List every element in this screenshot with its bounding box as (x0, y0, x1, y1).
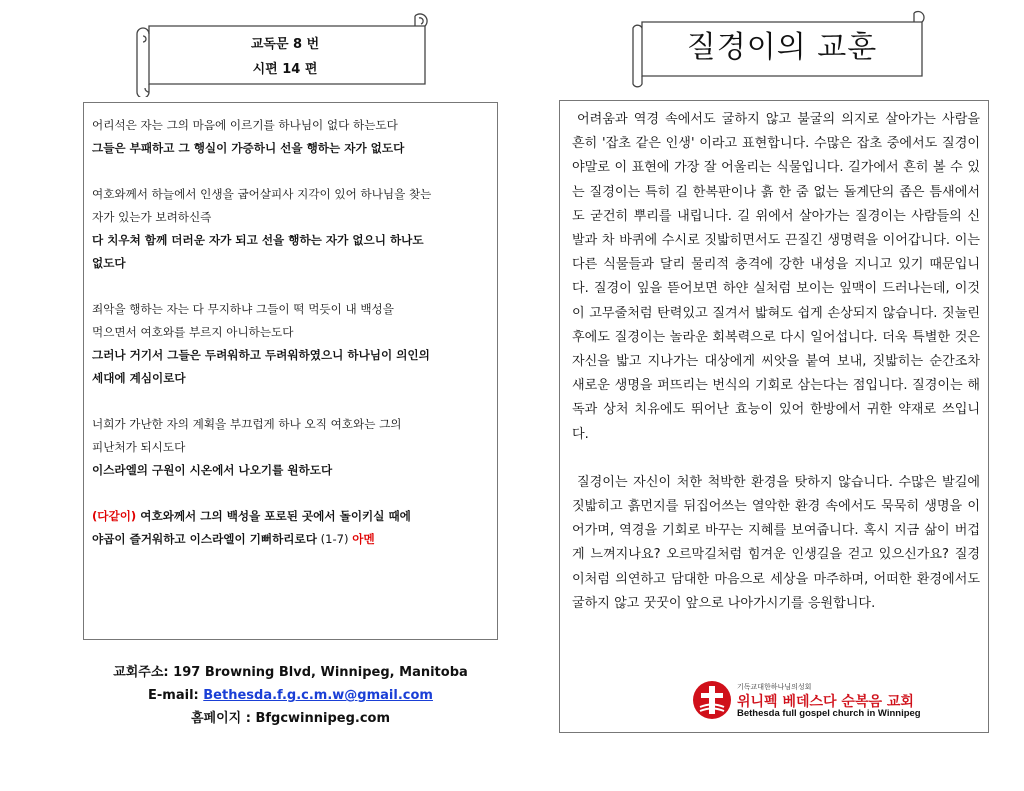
verse-7b: 여호와께서 그의 백성을 포로된 곳에서 돌이키실 때에 (136, 509, 411, 523)
address-line (83, 661, 498, 684)
verse-7a: 이스라엘의 구원이 시온에서 나오기를 원하도다 (92, 463, 333, 477)
email-label: E-mail: (148, 688, 204, 703)
homepage-label: 홈페이지 : (190, 711, 256, 726)
church-emblem-icon (692, 680, 732, 720)
verse-1b: 그들은 부패하고 그 행실이 가증하니 선을 행하는 자가 없도다 (92, 141, 405, 155)
verse-2b: 자가 있는가 보려하신즉 (92, 210, 212, 224)
homepage-url: Bfgcwinnipeg.com (255, 711, 391, 726)
verse-7b-line (92, 505, 487, 528)
essay-box (559, 100, 989, 733)
logo-korean-name: 위니펙 베데스다 순복음 교회 (737, 694, 914, 710)
address-label: 교회주소: (113, 665, 174, 680)
logo-english-name: Bethesda full gospel church in Winnipeg (737, 708, 921, 719)
verse-6a: 너희가 가난한 자의 계획을 부끄럽게 하나 오직 여호와는 그의 (92, 417, 402, 431)
homepage-line (83, 707, 498, 730)
verse-4a: 죄악을 행하는 자는 다 무지하냐 그들이 떡 먹듯이 내 백성을 (92, 302, 394, 316)
verse-reference: (1-7) (316, 532, 353, 546)
verse-6b: 피난처가 되시도다 (92, 440, 186, 454)
church-logo (692, 680, 972, 724)
verse-5b: 세대에 계심이로다 (92, 371, 186, 385)
reading-number: 교독문 8 번 (250, 37, 320, 52)
essay-paragraph-2: 질경이는 자신이 처한 척박한 환경을 탓하지 않습니다. 수많은 발길에 짓밟히고 흙먼지를 뒤집어쓰는 열악한 환경 속에서도 묵묵히 생명을 이어가며, 역경을 기회로 바꾸는 지혜를 보여줍니다. 혹시 지금 삶이 버겁게 느껴지나요? 오르막길처럼 힘겨운 인생길을 걷고 있으신가요? 질경이처럼 의연하고 담대한 마음으로 세상을 마주하며, 어떠한 환경에서도 굴하지 않고 꿋꿋이 앞으로 나아가시기를 응원합니다. (572, 474, 980, 611)
church-address-block (83, 661, 498, 730)
psalm-number: 시편 14 편 (252, 62, 318, 77)
verse-5a: 그러나 거기서 그들은 두려워하고 두려워하였으니 하나님이 의인의 (92, 348, 430, 362)
verse-2a: 여호와께서 하늘에서 인생을 굽어살피사 지각이 있어 하나님을 찾는 (92, 187, 432, 201)
amen: 아멘 (352, 532, 375, 546)
verse-4b: 먹으면서 여호와를 부르지 아니하는도다 (92, 325, 294, 339)
verse-3a: 다 치우쳐 함께 더러운 자가 되고 선을 행하는 자가 없으니 하나도 (92, 233, 424, 247)
essay-paragraph-1: 어려움과 역경 속에서도 굴하지 않고 불굴의 의지로 살아가는 사람을 흔히 '잡초 같은 인생' 이라고 표현합니다. 수많은 잡초 중에서도 질경이야말로 이 표현에 가장 잘 어울리는 식물입니다. 길가에서 흔히 볼 수 있는 질경이는 특히 길 한복판이나 흙 한 줌 없는 돌계단의 좁은 틈새에서도 굳건히 뿌리를 내립니다. 길 위에서 살아가는 질경이는 사람들의 신발과 차 바퀴에 수시로 짓밟히면서도 끈질긴 생명력을 이어갑니다. 이는 다른 식물들과 달리 물리적 충격에 강한 내성을 지니고 있기 때문입니다. 질경이 잎을 뜯어보면 하얀 실처럼 보이는 잎맥이 드러나는데, 이것이 고무줄처럼 탄력있고 질겨서 밟혀도 쉽게 손상되지 않습니다. 짓눌린 후에도 질경이는 놀라운 회복력으로 다시 일어섭니다. 더욱 특별한 것은 자신을 밟고 지나가는 대상에게 씨앗을 붙여 보내, 짓밟히는 순간조차 새로운 생명을 퍼뜨리는 번식의 기회로 삼는다는 점입니다. 질경이는 해독과 상처 치유에도 뛰어난 효능이 있어 한방에서 귀한 약재로 쓰입니다. (572, 112, 980, 442)
email-link[interactable]: Bethesda.f.g.c.m.w@gmail.com (203, 688, 433, 703)
verse-7c: 야곱이 즐거워하고 이스라엘이 기뻐하리로다 (92, 532, 317, 546)
logo-denomination: 기독교대한하나님의성회 (737, 683, 812, 691)
address-street: 197 Browning Blvd, Winnipeg, Manitoba (173, 665, 468, 680)
psalm-reading-box (83, 102, 498, 640)
essay-title-banner (632, 10, 932, 90)
verse-3b: 없도다 (92, 256, 126, 270)
verse-1a: 어리석은 자는 그의 마음에 이르기를 하나님이 없다 하는도다 (92, 118, 398, 132)
verse-7c-line (92, 528, 487, 551)
responsive-reading-banner (135, 12, 435, 97)
email-line (83, 684, 498, 707)
unison-label: (다같이) (92, 509, 137, 523)
essay-title: 질경이의 교훈 (686, 30, 878, 65)
